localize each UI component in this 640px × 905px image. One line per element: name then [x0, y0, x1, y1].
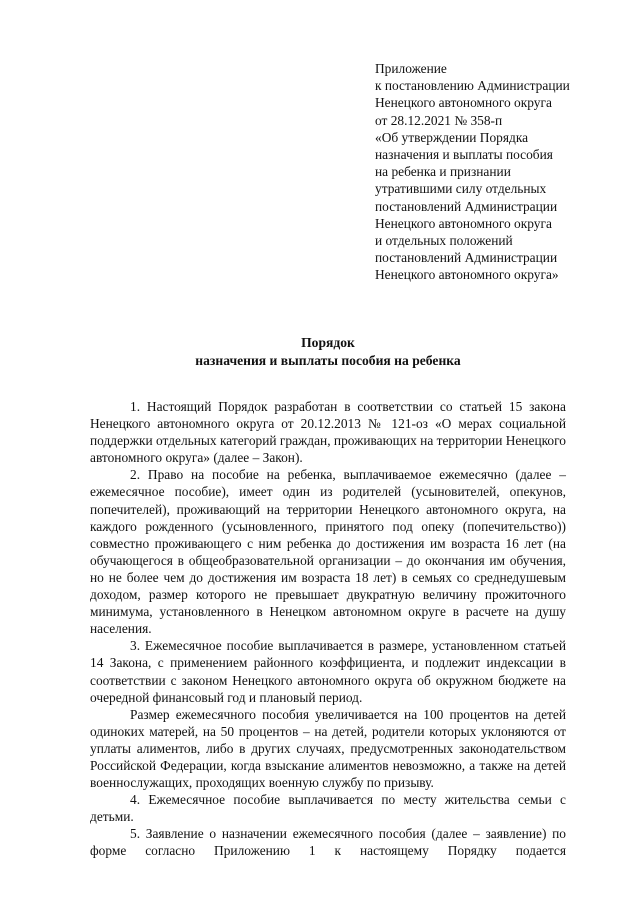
title-line-2: назначения и выплаты пособия на ребенка	[195, 353, 461, 368]
appendix-line: на ребенка и признании	[375, 164, 511, 180]
appendix-line: Ненецкого автономного округа	[375, 215, 552, 231]
appendix-line: утратившими силу отдельных	[375, 181, 547, 197]
paragraph-5: 4. Ежемесячное пособие выплачивается по месту жительства семьи с детьми.	[90, 792, 566, 825]
paragraph-6: 5. Заявление о назначении ежемесячного пособия (далее – заявление) по форме согласно Приложению 1 к настоящему Порядку подается	[90, 826, 566, 859]
appendix-line: Ненецкого автономного округа	[375, 95, 552, 111]
paragraph-4: Размер ежемесячного пособия увеличивается на 100 процентов на детей одиноких матерей, на 50 процентов – на детей, родители которых уклоняются от уплаты алиментов, либо в других случаях, предусмотренных законодательством Российской Федерации, когда взыскание алиментов невозможно, а также на детей военнослужащих, проходящих военную службу по призыву.	[90, 706, 566, 791]
title-line-1: Порядок	[301, 335, 355, 350]
appendix-line: постановлений Администрации	[375, 250, 558, 266]
document-body	[90, 398, 566, 860]
paragraph-2: 2. Право на пособие на ребенка, выплачиваемое ежемесячно (далее – ежемесячное пособие), имеет один из родителей (усыновителей, опекунов, попечителей), проживающий на территории Ненецкого автономного округа, на каждого рожденного (усыновленного, принятого под опеку (попечительство)) совместно проживающего с ним ребенка до достижения им возраста 16 лет (на обучающегося в общеобразовательной организации – до окончания им обучения, но не более чем до достижения им возраста 18 лет) в семьях со среднедушевым доходом, размер которого не превышает двукратную величину прожиточного минимума, установленного в Ненецком автономном округе в расчете на душу населения.	[90, 467, 566, 637]
appendix-header	[375, 60, 625, 284]
appendix-line: Приложение	[375, 61, 447, 76]
appendix-line: Ненецкого автономного округа»	[375, 267, 559, 283]
appendix-line: постановлений Администрации	[375, 198, 558, 214]
appendix-line: назначения и выплаты пособия	[375, 147, 553, 163]
document-title	[90, 334, 566, 370]
appendix-line: «Об утверждении Порядка	[375, 129, 529, 145]
appendix-line: и отдельных положений	[375, 233, 513, 249]
paragraph-3: 3. Ежемесячное пособие выплачивается в размере, установленном статьей 14 Закона, с применением районного коэффициента, и подлежит индексации в соответствии с законом Ненецкого автономного округа об окружном бюджете на очередной финансовый год и плановый период.	[90, 638, 566, 705]
paragraph-1: 1. Настоящий Порядок разработан в соответствии со статьей 15 закона Ненецкого автономного округа от 20.12.2013 № 121-оз «О мерах социальной поддержки отдельных категорий граждан, проживающих на территории Ненецкого автономного округа» (далее – Закон).	[90, 399, 566, 466]
appendix-line: к постановлению Администрации	[375, 78, 570, 94]
appendix-line: от 28.12.2021 № 358-п	[375, 112, 503, 128]
